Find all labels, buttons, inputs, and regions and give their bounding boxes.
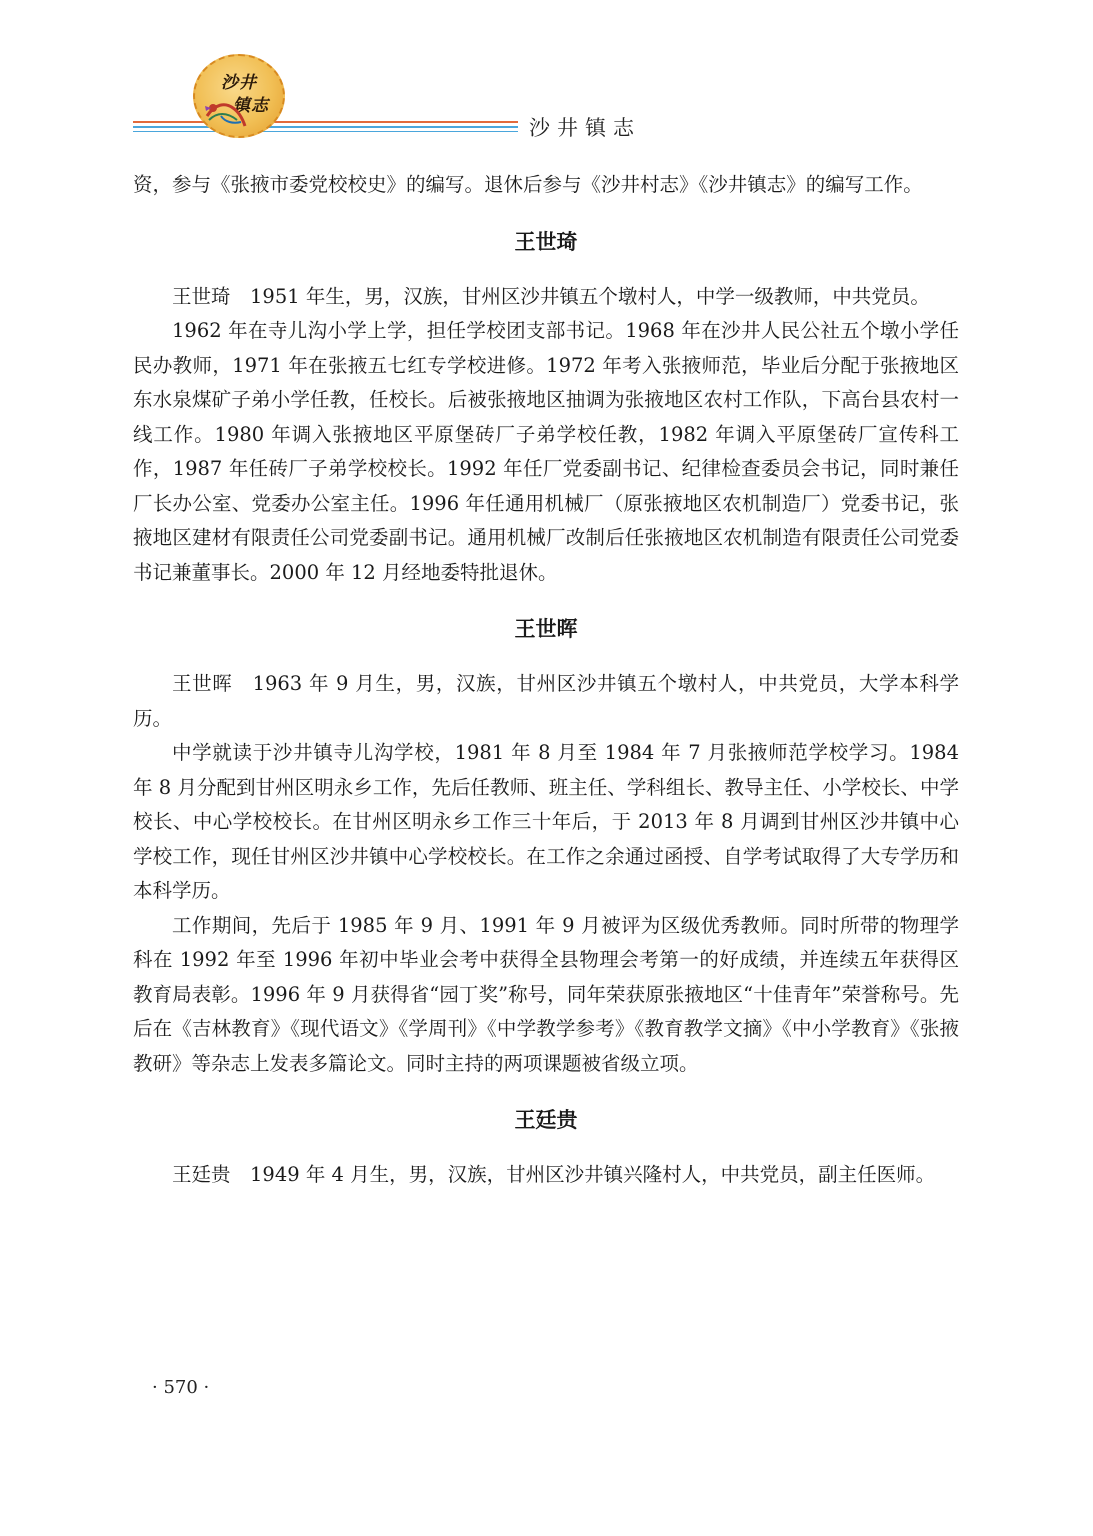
header-rule-blue (133, 126, 518, 128)
page-body (133, 168, 959, 1193)
section-heading: 王世晖 (514, 617, 578, 641)
running-title: 沙井镇志 (529, 116, 641, 140)
body-paragraph: 中学就读于沙井镇寺儿沟学校，1981 年 8 月至 1984 年 7 月张掖师范学校学习。1984 年 8 月分配到甘州区明永乡工作，先后任教师、班主任、学科组长、教导主任、小学校长、中学校长、中心学校校长。在甘州区明永乡工作三十年后，于 2013 年 8 月调到甘州区沙井镇中心学校工作，现任甘州区沙井镇中心学校校长。在工作之余通过函授、自学考试取得了大专学历和本科学历。 (133, 741, 959, 902)
body-paragraph: 工作期间，先后于 1985 年 9 月、1991 年 9 月被评为区级优秀教师。同时所带的物理学科在 1992 年至 1996 年初中毕业会考中获得全县物理会考第一的好成绩，并连续五年获得区教育局表彰。1996 年 9 月获得省“园丁奖”称号，同年荣获原张掖地区“十佳青年”荣誉称号。先后在《吉林教育》《现代语文》《学周刊》《中学教学参考》《教育教学文摘》《中小学教育》《张掖教研》等杂志上发表多篇论文。同时主持的两项课题被省级立项。 (133, 913, 959, 1075)
book-logo (193, 54, 285, 138)
logo-text-top: 沙井 (221, 73, 257, 93)
body-paragraph: 王世晖 1963 年 9 月生，男，汉族，甘州区沙井镇五个墩村人，中共党员，大学本科学历。 (133, 672, 959, 730)
page-header (0, 0, 1093, 150)
body-paragraph: 王世琦 1951 年生，男，汉族，甘州区沙井镇五个墩村人，中学一级教师，中共党员。 (172, 284, 930, 308)
section-heading: 王世琦 (514, 229, 578, 254)
header-rule-red (133, 121, 518, 123)
body-paragraph: 王廷贵 1949 年 4 月生，男，汉族，甘州区沙井镇兴隆村人，中共党员，副主任医师。 (172, 1163, 936, 1186)
intro-paragraph: 资，参与《张掖市委党校校史》的编写。退休后参与《沙井村志》《沙井镇志》的编写工作。 (133, 173, 923, 196)
page-number: · 570 · (152, 1377, 210, 1398)
phoenix-icon (203, 86, 247, 130)
logo-text-bottom: 镇志 (233, 96, 269, 116)
section-heading: 王廷贵 (514, 1108, 578, 1132)
header-rule-blue-thin (133, 131, 518, 132)
body-paragraph: 1962 年在寺儿沟小学上学，担任学校团支部书记。1968 年在沙井人民公社五个墩小学任民办教师，1971 年在张掖五七红专学校进修。1972 年考入张掖师范，毕业后分配于张掖地区东水泉煤矿子弟小学任教，任校长。后被张掖地区抽调为张掖地区农村工作队，下高台县农村一线工作。1980 年调入张掖地区平原堡砖厂子弟学校任教，1982 年调入平原堡砖厂宣传科工作，1987 年任砖厂子弟学校校长。1992 年任厂党委副书记、纪律检查委员会书记，同时兼任厂长办公室、党委办公室主任。1996 年任通用机械厂（原张掖地区农机制造厂）党委书记，张掖地区建材有限责任公司党委副书记。通用机械厂改制后任张掖地区农机制造有限责任公司党委书记兼董事长。2000 年 12 月经地委特批退休。 (133, 319, 959, 584)
